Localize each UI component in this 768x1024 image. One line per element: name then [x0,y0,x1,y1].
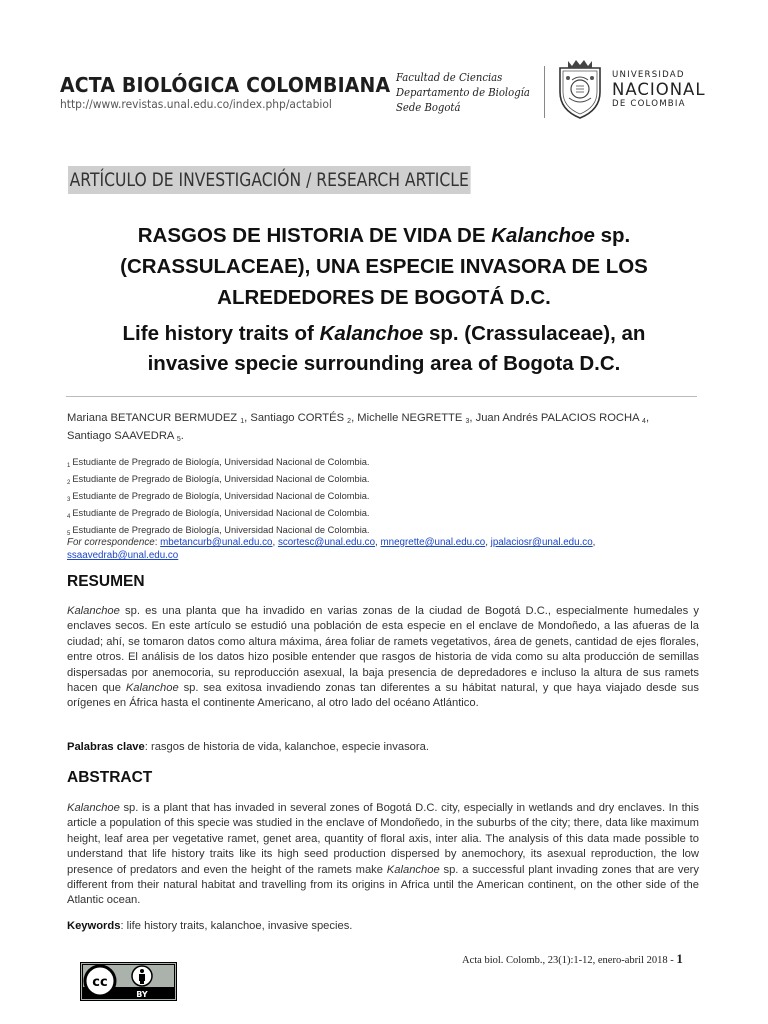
email-link[interactable]: ssaavedrab@unal.edu.co [67,550,179,561]
author-list: Mariana BETANCUR BERMUDEZ $_1$, Santiago CORTÉS $_2$, Michelle NEGRETTE $_3$, Juan Andrés PALACIOS ROCHA $_4$, Santiago SAAVEDRA $_5$. [67,412,650,443]
author-name: Santiago CORTÉS [250,412,345,424]
author-name: Juan Andrés PALACIOS ROCHA [475,412,639,424]
journal-url[interactable]: http://www.revistas.unal.edu.co/index.php/actabiol [60,97,332,111]
university-logotype [612,70,706,109]
campus-line: Sede Bogotá [396,101,461,114]
title-english: Life history traits of Kalanchoe sp. (Crassulaceae), an invasive specie surrounding area of Bogota D.C. [122,322,646,375]
university-crest-icon [554,58,606,120]
affiliation-item: $_1$ Estudiante de Pregrado de Biología, Universidad Nacional de Colombia. [67,457,370,469]
correspondence: For correspondence: mbetancurb@unal.edu.co, scortesc@unal.edu.co, mnegrette@unal.edu.co, jpalaciosr@unal.edu.co, ssaavedrab@unal.edu.co [67,537,596,561]
resumen-text: Kalanchoe sp. es una planta que ha invadido en varias zonas de la ciudad de Bogotá D.C., especialmente humedales y enclaves secos. En este artículo se estudió una población de esta especie en el enclave de Mondoñedo, a las afueras de la ciudad; ahí, se tomaron datos como altura máxima, área foliar de ramets vegetativos, área de genets, cantidad de ejes florales, entre otros. El análisis de los datos hizo posible entender que rasgos de historia de vida como su alta producción de semillas dispersadas por anemocoria, su reproducción asexual, la baja presencia de depredadores e incluso la altura de sus ramets hacen que Kalanchoe sp. sea exitosa invadiendo zonas tan diferentes a su hábitat natural, y que haya viajado desde sus orígenes en África hasta el continente Americano, al otro lado del océano Atlántico. [67,605,699,710]
colombia-line: DE COLOMBIA [612,99,686,109]
email-link[interactable]: mnegrette@unal.edu.co [380,537,486,548]
license-label: BY [136,990,148,999]
email-link[interactable]: scortesc@unal.edu.co [277,537,376,548]
journal-title: ACTA BIOLÓGICA COLOMBIANA [60,73,391,97]
affiliation-item: $_2$ Estudiante de Pregrado de Biología, Universidad Nacional de Colombia. [67,474,370,486]
affiliation-item: $_5$ Estudiante de Pregrado de Biología, Universidad Nacional de Colombia. [67,525,370,537]
email-link[interactable]: mbetancurb@unal.edu.co [160,537,273,548]
abstract-heading: ABSTRACT [67,769,153,786]
faculty-block [396,70,530,115]
affiliation-item: $_3$ Estudiante de Pregrado de Biología, Universidad Nacional de Colombia. [67,491,370,503]
university-line: UNIVERSIDAD [612,70,685,80]
article-type-banner: ARTÍCULO DE INVESTIGACIÓN / RESEARCH ARTICLE [68,166,470,194]
affiliations [67,456,370,541]
header-divider [544,66,545,118]
department-line: Departamento de Biología [396,86,530,99]
correspondence-label: For correspondence [67,537,155,548]
author-name: Mariana BETANCUR BERMUDEZ [67,412,238,424]
abstract-text: Kalanchoe sp. is a plant that has invaded in several zones of Bogotá D.C. city, especially in wetlands and dry enclaves. In this article a population of this specie was studied in the enclave of Mondoñedo, in the suburbs of the city; there, data like maximum height, leaf area per vegetative ramet, genet area, quantity of floral axis, inter alia. The analysis of this data made possible to understand that life history traits like its high seed production dispersed by anemochory, its asexual reproduction, the low presence of predators and even the height of the ramets make Kalanchoe sp. a successful plant invading zones that are very different from their natural habitat and travelling from its origins in Africa until the American continent, on the other side of the Atlantic ocean. [67,802,699,907]
affiliation-item: $_4$ Estudiante de Pregrado de Biología, Universidad Nacional de Colombia. [67,508,370,520]
svg-text:cc: cc [92,975,108,990]
nacional-line: NACIONAL [612,80,706,99]
footer-citation: Acta biol. Colomb., 23(1):1-12, enero-abril 2018 - 1 [462,951,683,966]
author-name: Michelle NEGRETTE [357,412,463,424]
palabras-clave: Palabras clave: rasgos de historia de vida, kalanchoe, especie invasora. [67,741,429,753]
page-number: 1 [676,951,683,966]
email-link[interactable]: jpalaciosr@unal.edu.co [490,537,593,548]
title-divider [66,396,697,397]
creative-commons-icon[interactable] [80,962,177,1001]
author-name: Santiago SAAVEDRA [67,430,174,442]
faculty-line: Facultad de Ciencias [396,71,503,84]
resumen-heading: RESUMEN [67,573,145,590]
title-spanish: RASGOS DE HISTORIA DE VIDA DE Kalanchoe sp. (CRASSULACEAE), UNA ESPECIE INVASORA DE LOS ALREDEDORES DE BOGOTÁ D.C. [120,224,648,309]
keywords: Keywords: life history traits, kalanchoe, invasive species. [67,920,353,932]
